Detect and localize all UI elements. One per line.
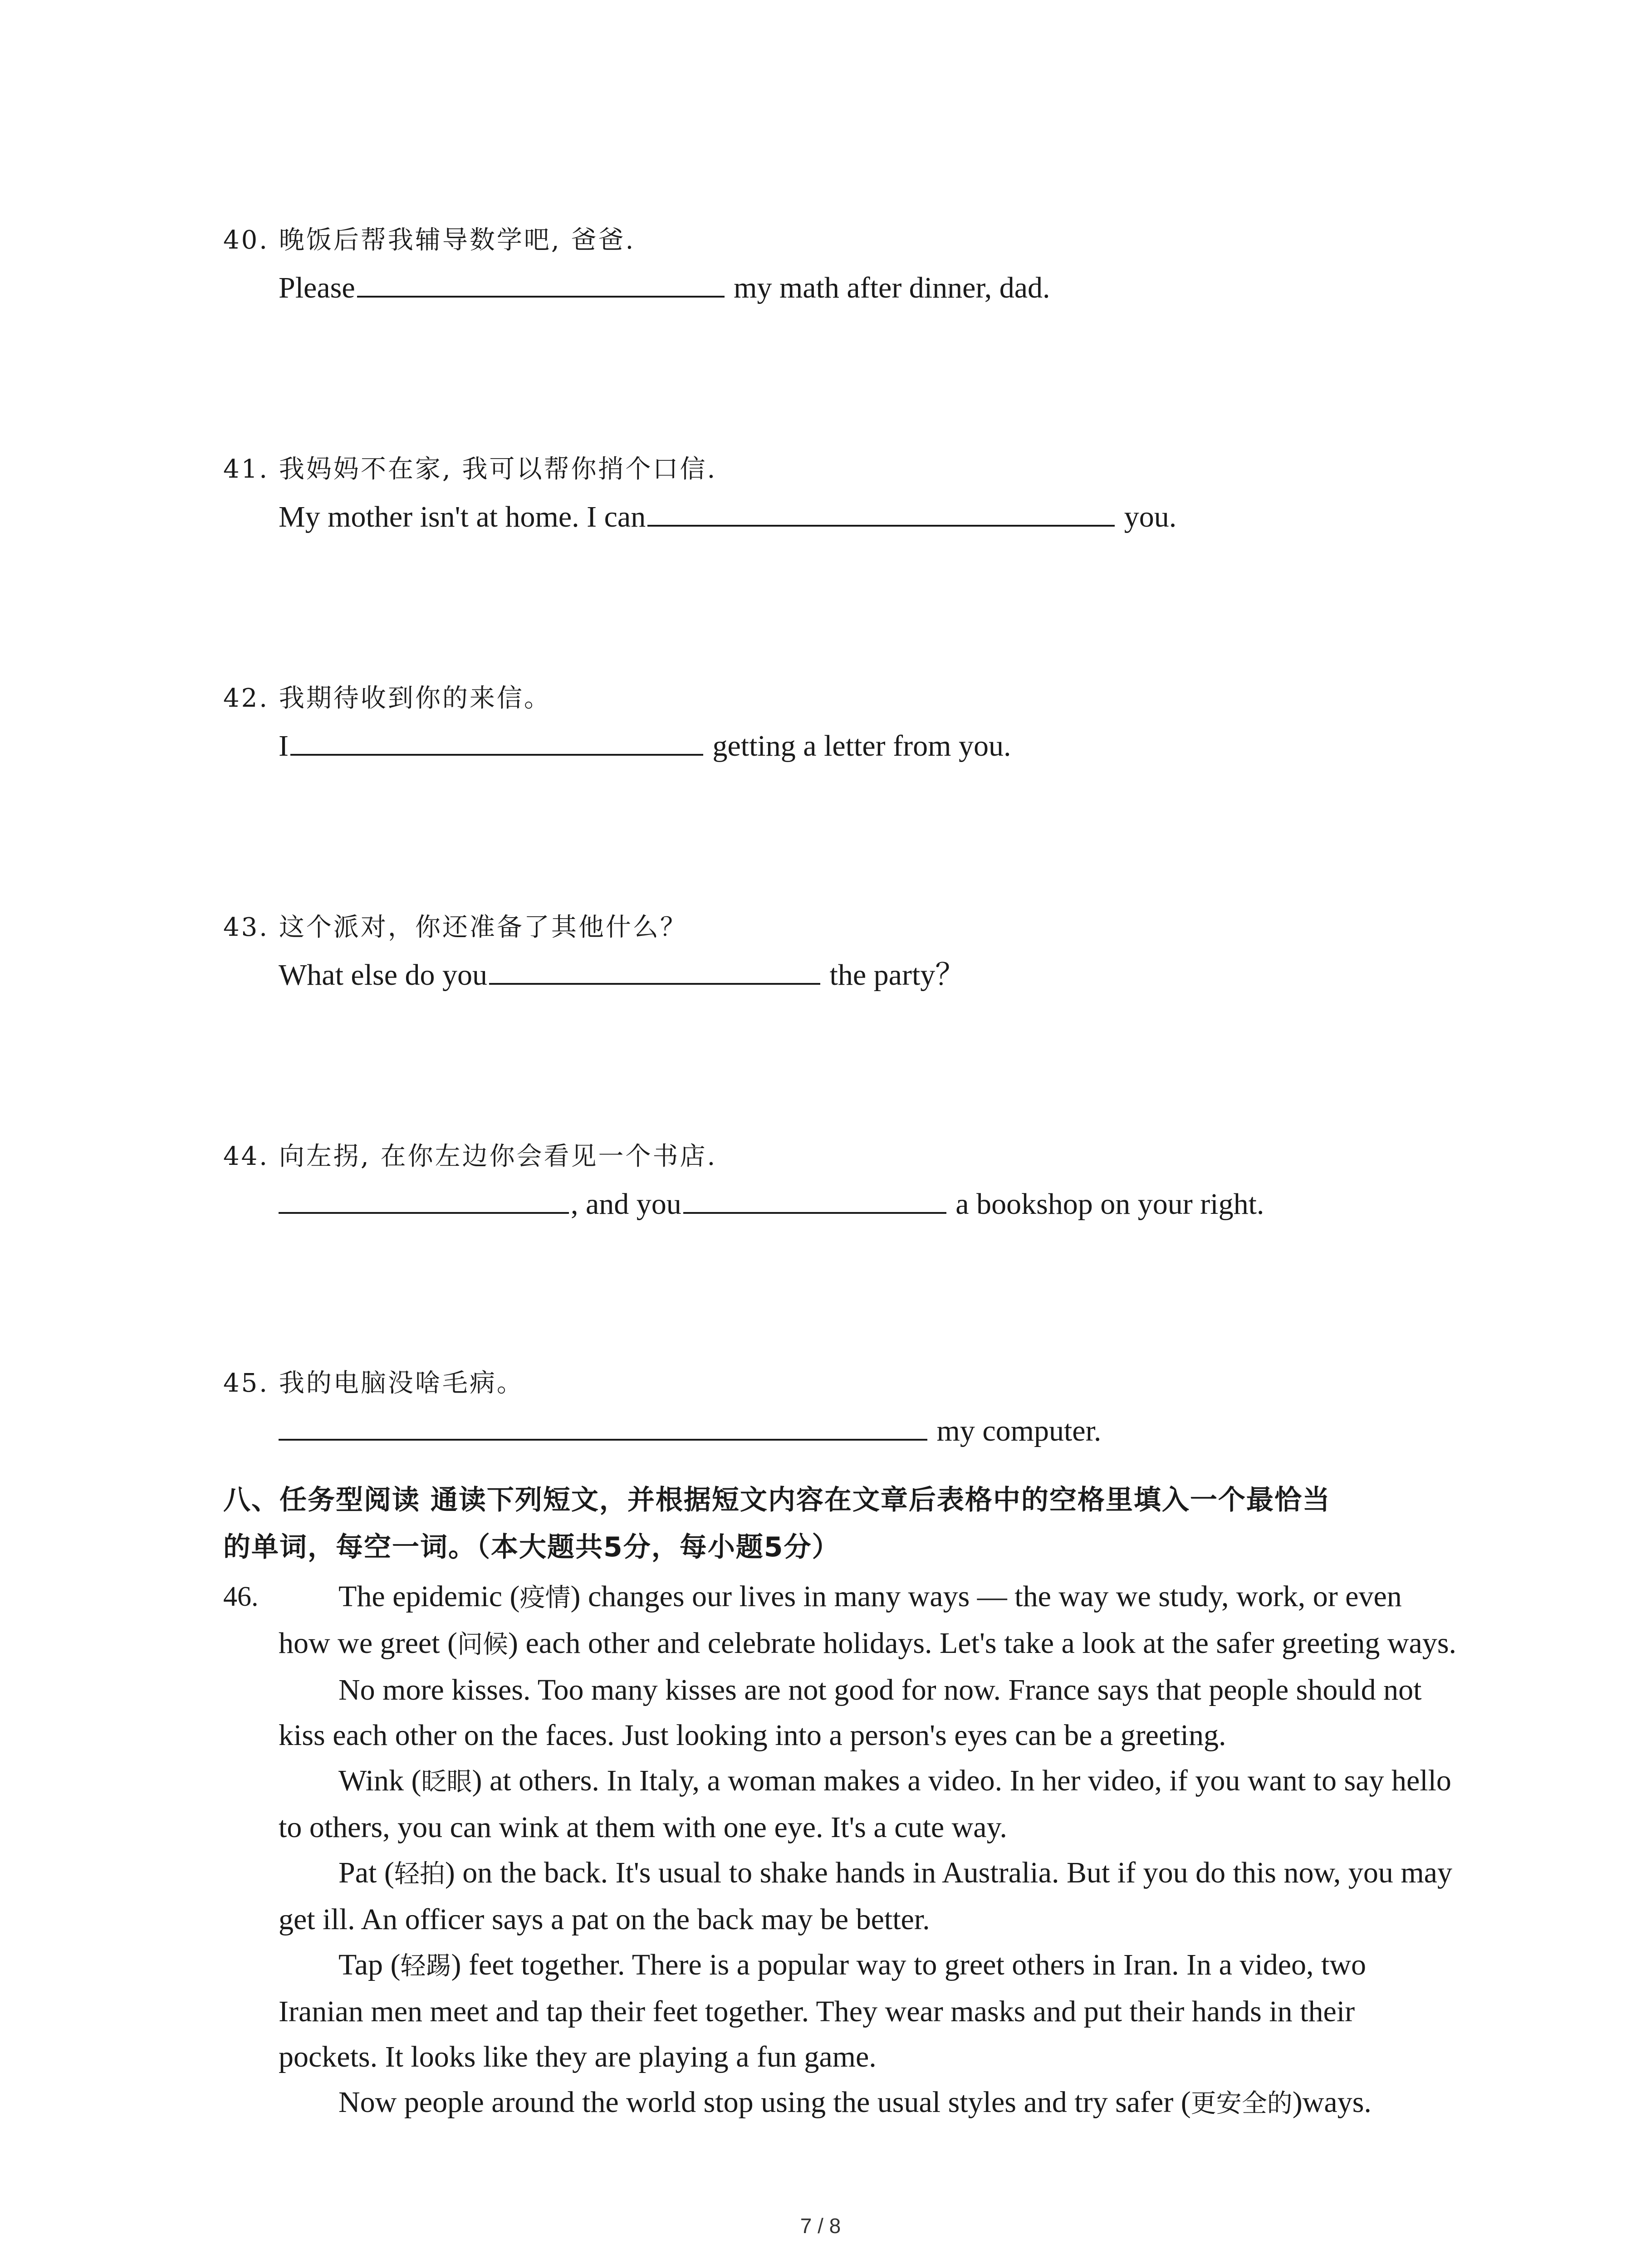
sentence-middle: , and you <box>571 1188 681 1221</box>
question-number: 44. <box>223 1142 269 1171</box>
chinese-prompt: 我的电脑没啥毛病。 <box>279 1369 524 1398</box>
answer-blank[interactable] <box>279 1411 927 1441</box>
answer-blank[interactable] <box>357 268 725 298</box>
sentence-end: the party？ <box>829 958 965 992</box>
sentence-start: My mother isn't at home. I can <box>279 500 646 533</box>
question-41 <box>223 451 1448 538</box>
sentence-start: I <box>279 729 289 763</box>
answer-blank-1[interactable] <box>279 1184 569 1214</box>
answer-blank[interactable] <box>489 955 820 985</box>
paragraph-3: Wink (眨眼) at others. In Italy, a woman makes a video. In her video, if you want to say hello to others, you can wink at them with one eye. It's a cute way. <box>279 1764 1451 1844</box>
answer-blank[interactable] <box>290 726 703 756</box>
sentence-end: you. <box>1124 500 1177 533</box>
question-number: 45. <box>223 1369 269 1398</box>
sentence-end: my computer. <box>936 1414 1102 1447</box>
paragraph-4: Pat (轻拍) on the back. It's usual to shake hands in Australia. But if you do this now, you may get ill. An officer says a pat on the back may be better. <box>279 1856 1452 1936</box>
passage-body <box>279 1574 1457 2126</box>
question-number: 42. <box>223 684 269 713</box>
question-number: 40. <box>223 225 269 255</box>
paragraph-6: Now people around the world stop using the usual styles and try safer (更安全的)ways. <box>338 2086 1372 2119</box>
chinese-prompt: 我妈妈不在家, 我可以帮你捎个口信. <box>279 455 717 484</box>
section-heading-line-2: 的单词，每空一词。（本大题共5分，每小题5分） <box>223 1531 840 1563</box>
question-number: 46. <box>223 1581 259 1612</box>
section-heading <box>223 1476 1448 1571</box>
section-heading-line-1: 八、任务型阅读 通读下列短文，并根据短文内容在文章后表格中的空格里填入一个最恰当 <box>223 1484 1331 1516</box>
paragraph-1: The epidemic (疫情) changes our lives in many ways — the way we study, work, or even how we greet (问候) each other and celebrate holidays. Let's take a look at the safer greeting ways. <box>279 1580 1457 1660</box>
page-number: 7 / 8 <box>800 2214 841 2238</box>
chinese-prompt: 我期待收到你的来信。 <box>279 684 551 713</box>
sentence-start: Please <box>279 271 355 304</box>
question-44 <box>223 1139 1448 1225</box>
sentence-end: getting a letter from you. <box>712 729 1011 763</box>
chinese-prompt: 晚饭后帮我辅导数学吧, 爸爸. <box>279 225 636 255</box>
paragraph-2: No more kisses. Too many kisses are not good for now. France says that people should not kiss each other on the faces. Just looking into a person's eyes can be a greeting. <box>279 1673 1422 1752</box>
chinese-prompt: 这个派对，你还准备了其他什么？ <box>279 913 687 942</box>
question-43 <box>223 909 1448 996</box>
question-number: 41. <box>223 455 269 484</box>
answer-blank[interactable] <box>647 497 1115 527</box>
question-number: 43. <box>223 913 269 942</box>
sentence-start: What else do you <box>279 958 488 992</box>
reading-passage <box>223 1574 1457 2126</box>
paragraph-5: Tap (轻踢) feet together. There is a popular way to greet others in Iran. In a video, two Iranian men meet and tap their feet together. They wear masks and put their hands in their pockets. It looks like they are playing a fun game. <box>279 1948 1367 2073</box>
question-40 <box>223 222 1448 308</box>
chinese-prompt: 向左拐, 在你左边你会看见一个书店. <box>279 1142 717 1171</box>
sentence-end: a bookshop on your right. <box>955 1188 1264 1221</box>
answer-blank-2[interactable] <box>683 1184 946 1214</box>
question-42 <box>223 680 1448 767</box>
sentence-end: my math after dinner, dad. <box>734 271 1050 304</box>
question-45 <box>223 1365 1448 1452</box>
